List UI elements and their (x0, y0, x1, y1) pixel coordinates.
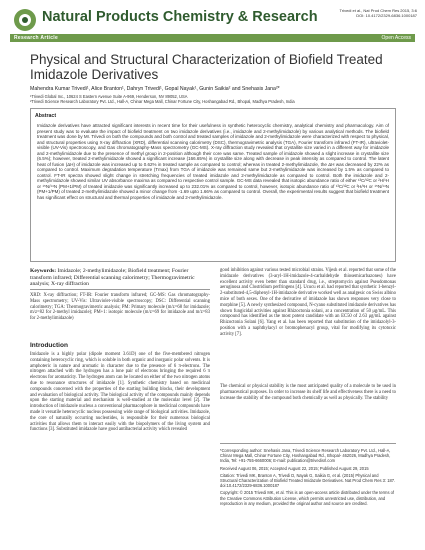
introduction-heading: Introduction (30, 342, 68, 349)
abstract-text: Imidazole derivatives have attracted significant interests in recent time for their usefulness in synthetic heterocyclic chemistry, analytical chemistry and pharmacology. Aim of present study was to evaluate the impact of biofield treatment on two imidazole derivatives (i.e., imidazole and 2-methylimidazole) by various analytical methods. The biofield treatment was done by Mr. Trivedi on both the compounds and both control and treated samples of imidazole and 2-methylimidazole were characterized with respect to physical, and structural properties using X-ray diffraction (XRD), differential scanning calorimetry (DSC), thermogravimetric analysis (TGA), Fourier transform infrared (FT-IR), ultraviolet-visible (UV-Vis) spectroscopy, and Gas chromatography-Mass spectrometry (GC-MS). X-ray diffraction study revealed that crystallite size varied in a different way for imidazole and 2-methylimidazole due to the presence of methyl group in 2-position although their core was same. Treated sample of imidazole showed a slight increase in crystallite size (6.5%); however, treated 2-methylimidazole showed a significant increase (166.65%) in crystallite size along with decrease in peak intensity as compared to control. The latent heat of fusion (ΔH) of imidazole was increased up to 0.62% in treated sample as compared to control; whereas in treated 2-methylimidazole, the ΔH was decreased by 22% as compared to control. Maximum degradation temperature (Tmax) from TGA of imidazole was remained same but 2-methylimidazole was increased by 1.5% as compared to control. FT-IR spectra showed slight change in stretching frequencies of treated imidazole and 2-methylimidazole as compared to control. Both the imidazole and 2-methylimidazole showed similar UV absorbance maxima as compared to respective control sample. GC-MS data revealed that isotopic abundance ratio of either ¹³C/¹²C or ²H/¹H or ¹⁵N/¹⁴N (PM+1/PM) of treated imidazole was significantly increased up to 232.01% as compared to control, however, isotopic abundance ratio of ¹³C/¹²C or ²H/¹H or ¹⁵N/¹⁴N (PM+1/PM) of treated 2-methylimidazole showed a minor change from -1.69 upto 1.66% as compared to control. Overall, the experimental results suggest that biofield treatment has significant effect on structural and thermal properties of imidazole and 2-methylimidazole. (37, 123, 389, 200)
journal-logo-icon (12, 7, 38, 33)
corresponding-author: *Corresponding author: Snehasis Jana, Trivedi Science Research Laboratory Pvt. Ltd., Hall-A, Chinar Mega Mall, Chinar Fortune City, Hoshangabad Rd., Bhopal- 462026, Madhya Pradesh, India, Tel: +91-755-6660006; E-mail: publication@trivedisrl.com (220, 448, 391, 464)
article-dates: Received August 06, 2015; Accepted August 22, 2015; Published August 29, 2015 (220, 465, 369, 471)
article-type-bar (10, 34, 415, 42)
abbreviations: XRD: X-ray diffraction; FT-IR: Fourier transform infrared; GC-MS: Gas chromatography-Mass spectrometry; UV-Vis: Ultraviolet-visible spectroscopy; DSC: Differential scanning calorimetry; TGA: Thermogravimetric analysis; PM: Primary molecule (m/z=68 for imidazole; m/z=82 for 2-methyl imidazole); PM+1: isotopic molecule (m/z=69 for imidazole and m/z=83 for 2-methylimidazole) (30, 293, 210, 322)
article-title: Physical and Structural Characterization of Biofield Treated Imidazole Derivatives (30, 52, 383, 82)
abstract-heading: Abstract (35, 113, 57, 119)
journal-title: Natural Products Chemistry & Research (42, 9, 318, 25)
author-list: Mahendra Kumar Trivedi¹, Alice Branton¹, Dahryn Trivedi¹, Gopal Nayak¹, Gunin Saikia² and Snehasis Jana²* (30, 86, 280, 92)
citation-note: Citation: Trivedi MK, Branton A, Trivedi D, Nayak G, Saikia G, et al. (2015) Physical and Structural Characterization of Biofield Treated Imidazole Derivatives. Nat Prod Chem Res 3: 187. doi:10.4172/2329-6836.1000187 (220, 472, 396, 489)
affiliations (30, 94, 400, 104)
open-access-label[interactable]: Open Access (381, 35, 411, 41)
journal-header (0, 0, 425, 34)
journal-citation-line: Trivedi et al., Nat Prod Chem Res 2015, 3:6 (339, 8, 417, 13)
right-column-paragraph-1: good inhibition against various tested microbial strains. Vijesh et al. reported that some of the imidazole derivatives (3-aryl-1H-imidazole-4-carbaldehyde thiosemicarbazones) have excellent activity even better than standard drug, i.e., streptomycin against Pseudomonas aeruginosa and Clostridium perfringens [4]. Ucucu et al. had reported that synthetic 1-benzyl-2-substituted-4,5-diphenyl-1H-imidazole derivative worked well as analgesic on Swiss albino mice of both sexes. One of the derivative of imidazole has shown responses very close to morphine [5]. A newly synthesized compound, N-cyano substituted imidazole derivatives has shown fungicidal activities against Rhizoctonia solani, at a concentration of 50 μg/mL. This compound has identified as the most potent candidate with an EC50 of 2.63 μg/mL against Rhizoctonia Solani [6]. Yang et al. has been reported that substitution of the imidazolyl-3-position with a naphthylacyl or bromophenacyl group, vital for modifying its cytotoxic activity [7]. (220, 268, 396, 337)
introduction-paragraph: Imidazole is a highly polar (dipole moment 3.61D) one of the five-membered nitrogen containing heterocyclic ring, which is soluble in both organic and inorganic polar solvents. It is amphoteric in nature and aromatic in character due to the presence of 6 π-electrons. The nitrogen attached with the hydrogen has a lone pair of electrons bringing the required 6 π electrons for aromaticity. The hydrogen atom can be located on either of the two nitrogen atoms due to resonance structures of imidazole [1]. Synthetic chemistry based on medicinal compounds concerned with the properties of the starting building blocks, their development and evaluation of biological activity. The biological activity of the compounds mainly depends upon the starting material and mechanism is well-studied at the molecular level [2]. The introduction of imidazole nucleus a conventional pharmacophore in medicinal compounds have made it versatile heterocyclic nucleus possessing wide range of biological activities. Imidazole, the core of naturally occurring nucleotides, is responsible for their numerous biological activities that allows them to interact easily with the biopolymers of the living system and functions [3]. Substituted imidazole have good antibacterial activity which revealed (30, 352, 210, 433)
journal-doi-line: DOI: 10.4172/2329-6836.1000187 (356, 13, 417, 18)
keywords (30, 268, 210, 288)
abstract-box (30, 108, 396, 262)
divider (30, 289, 210, 290)
keywords-label: Keywords: (30, 268, 57, 274)
right-column-paragraph-2: The chemical or physical stability is the most anticipated quality of a molecule to be used in pharmaceutical purposes. In order to increase its shelf life and effectiveness there is a need to increase the stability of the compound both chemically as well as physically. The stability (220, 384, 396, 401)
affiliation-2: ²Trivedi Science Research Laboratory Pvt. Ltd., Hall-A, Chinar Mega Mall, Chinar Fortune City, Hoshangabad Rd., Bhopal, Madhya Pradesh, India (30, 99, 295, 105)
footnote-box (220, 443, 396, 508)
keywords-text: Imidazole; 2-methylimidazole; Biofield treatment; Fourier transform infrared; Differential scanning calorimetry; Thermogravimetric analysis; X-ray diffraction (30, 268, 195, 288)
affiliation-1: ¹Trivedi Global Inc., 10624 S Eastern Avenue Suite A-969, Henderson, NV 89052, USA (30, 94, 188, 99)
journal-meta (302, 8, 417, 18)
article-type-label: Research Article (14, 35, 59, 41)
copyright-note: Copyright: © 2015 Trivedi MK, et al. This is an open-access article distributed under the terms of the Creative Commons Attribution License, which permits unrestricted use, distribution, and reproduction in any medium, provided the original author and source are credited. (220, 490, 395, 506)
